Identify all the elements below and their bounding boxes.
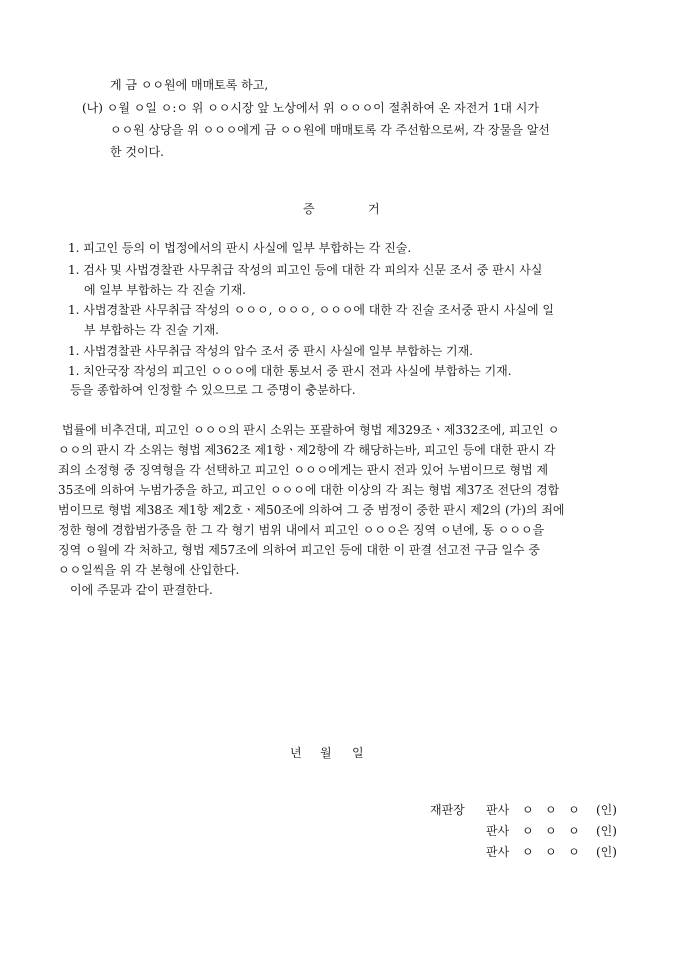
signature-row-judge-2 <box>400 821 630 841</box>
law-line-5: 범이므로 형법 제38조 제1항 제2호ㆍ제50조에 의하여 그 중 범정이 중한 판시 제2의 (가)의 죄에 <box>58 503 565 517</box>
evidence-line-1: 1. 피고인 등의 이 법정에서의 판시 사실에 일부 부합하는 각 진술. <box>68 241 412 255</box>
date-month: 월 <box>320 746 332 760</box>
date-day: 일 <box>352 746 364 760</box>
evidence-conclusion: 등을 종합하여 인정할 수 있으므로 그 증명이 충분하다. <box>70 383 356 397</box>
law-line-8: ㅇㅇ일씩을 위 각 본형에 산입한다. <box>58 563 240 577</box>
signature-name: ㅇ ㅇ ㅇ <box>522 803 580 817</box>
signature-seal: (인) <box>596 803 617 817</box>
law-closing: 이에 주문과 같이 판결한다. <box>70 583 213 597</box>
signature-role: 재판장 <box>430 803 465 817</box>
facts-line-1: 게 금 ㅇㅇ원에 매매토록 하고, <box>110 78 269 92</box>
facts-line-3: ㅇㅇ원 상당을 위 ㅇㅇㅇ에게 금 ㅇㅇ원에 매매토록 각 주선함으로써, 각 장물을 알선 <box>110 123 550 137</box>
facts-line-4: 한 것이다. <box>110 145 164 159</box>
law-line-4: 35조에 의하여 누범가중을 하고, 피고인 ㅇㅇㅇ에 대한 이상의 각 죄는 형법 제37조 전단의 경합 <box>58 483 560 497</box>
law-line-7: 징역 ㅇ월에 각 처하고, 형법 제57조에 의하여 피고인 등에 대한 이 판결 선고전 구금 일수 중 <box>58 543 541 557</box>
evidence-line-4: 1. 사법경찰관 사무취급 작성의 ㅇㅇㅇ, ㅇㅇㅇ, ㅇㅇㅇ에 대한 각 진술 조서중 판시 사실에 일 <box>68 303 554 317</box>
evidence-line-7: 1. 치안국장 작성의 피고인 ㅇㅇㅇ에 대한 통보서 중 판시 전과 사실에 부합하는 기재. <box>68 364 512 378</box>
signature-row-judge-3 <box>400 842 630 862</box>
law-line-3: 죄의 소정형 중 징역형을 각 선택하고 피고인 ㅇㅇㅇ에게는 판시 전과 있어 누범이므로 형법 제 <box>58 463 549 477</box>
signature-title: 판사 <box>486 845 510 859</box>
law-line-6: 정한 형에 경합범가중을 한 그 각 형기 범위 내에서 피고인 ㅇㅇㅇ은 징역 ㅇ년에, 동 ㅇㅇㅇ을 <box>58 523 545 537</box>
date-year: 년 <box>290 746 302 760</box>
facts-line-2: (나) ㅇ월 ㅇ일 ㅇ:ㅇ 위 ㅇㅇ시장 앞 노상에서 위 ㅇㅇㅇ이 절취하여 온 자전거 1대 시가 <box>82 101 539 115</box>
evidence-heading-right: 거 <box>368 202 380 216</box>
signature-seal: (인) <box>596 845 617 859</box>
signature-title: 판사 <box>486 824 510 838</box>
law-line-1: 법률에 비추건대, 피고인 ㅇㅇㅇ의 판시 소위는 포괄하여 형법 제329조ㆍ제332조에, 피고인 ㅇ <box>62 423 560 437</box>
signature-name: ㅇ ㅇ ㅇ <box>522 845 580 859</box>
evidence-line-5: 부 부합하는 각 진술 기재. <box>84 323 219 337</box>
signature-name: ㅇ ㅇ ㅇ <box>522 824 580 838</box>
evidence-line-2: 1. 검사 및 사법경찰관 사무취급 작성의 피고인 등에 대한 각 피의자 신문 조서 중 판시 사실 <box>68 263 543 277</box>
signature-seal: (인) <box>596 824 617 838</box>
signature-title: 판사 <box>486 803 510 817</box>
evidence-heading-left: 증 <box>303 202 315 216</box>
evidence-line-3: 에 일부 부합하는 각 진술 기재. <box>84 283 246 297</box>
signature-row-presiding <box>400 800 630 820</box>
law-line-2: ㅇㅇ의 판시 각 소위는 형법 제362조 제1항ㆍ제2항에 각 해당하는바, 피고인 등에 대한 판시 각 <box>58 443 556 457</box>
evidence-line-6: 1. 사법경찰관 사무취급 작성의 압수 조서 중 판시 사실에 일부 부합하는 기재. <box>68 344 473 358</box>
